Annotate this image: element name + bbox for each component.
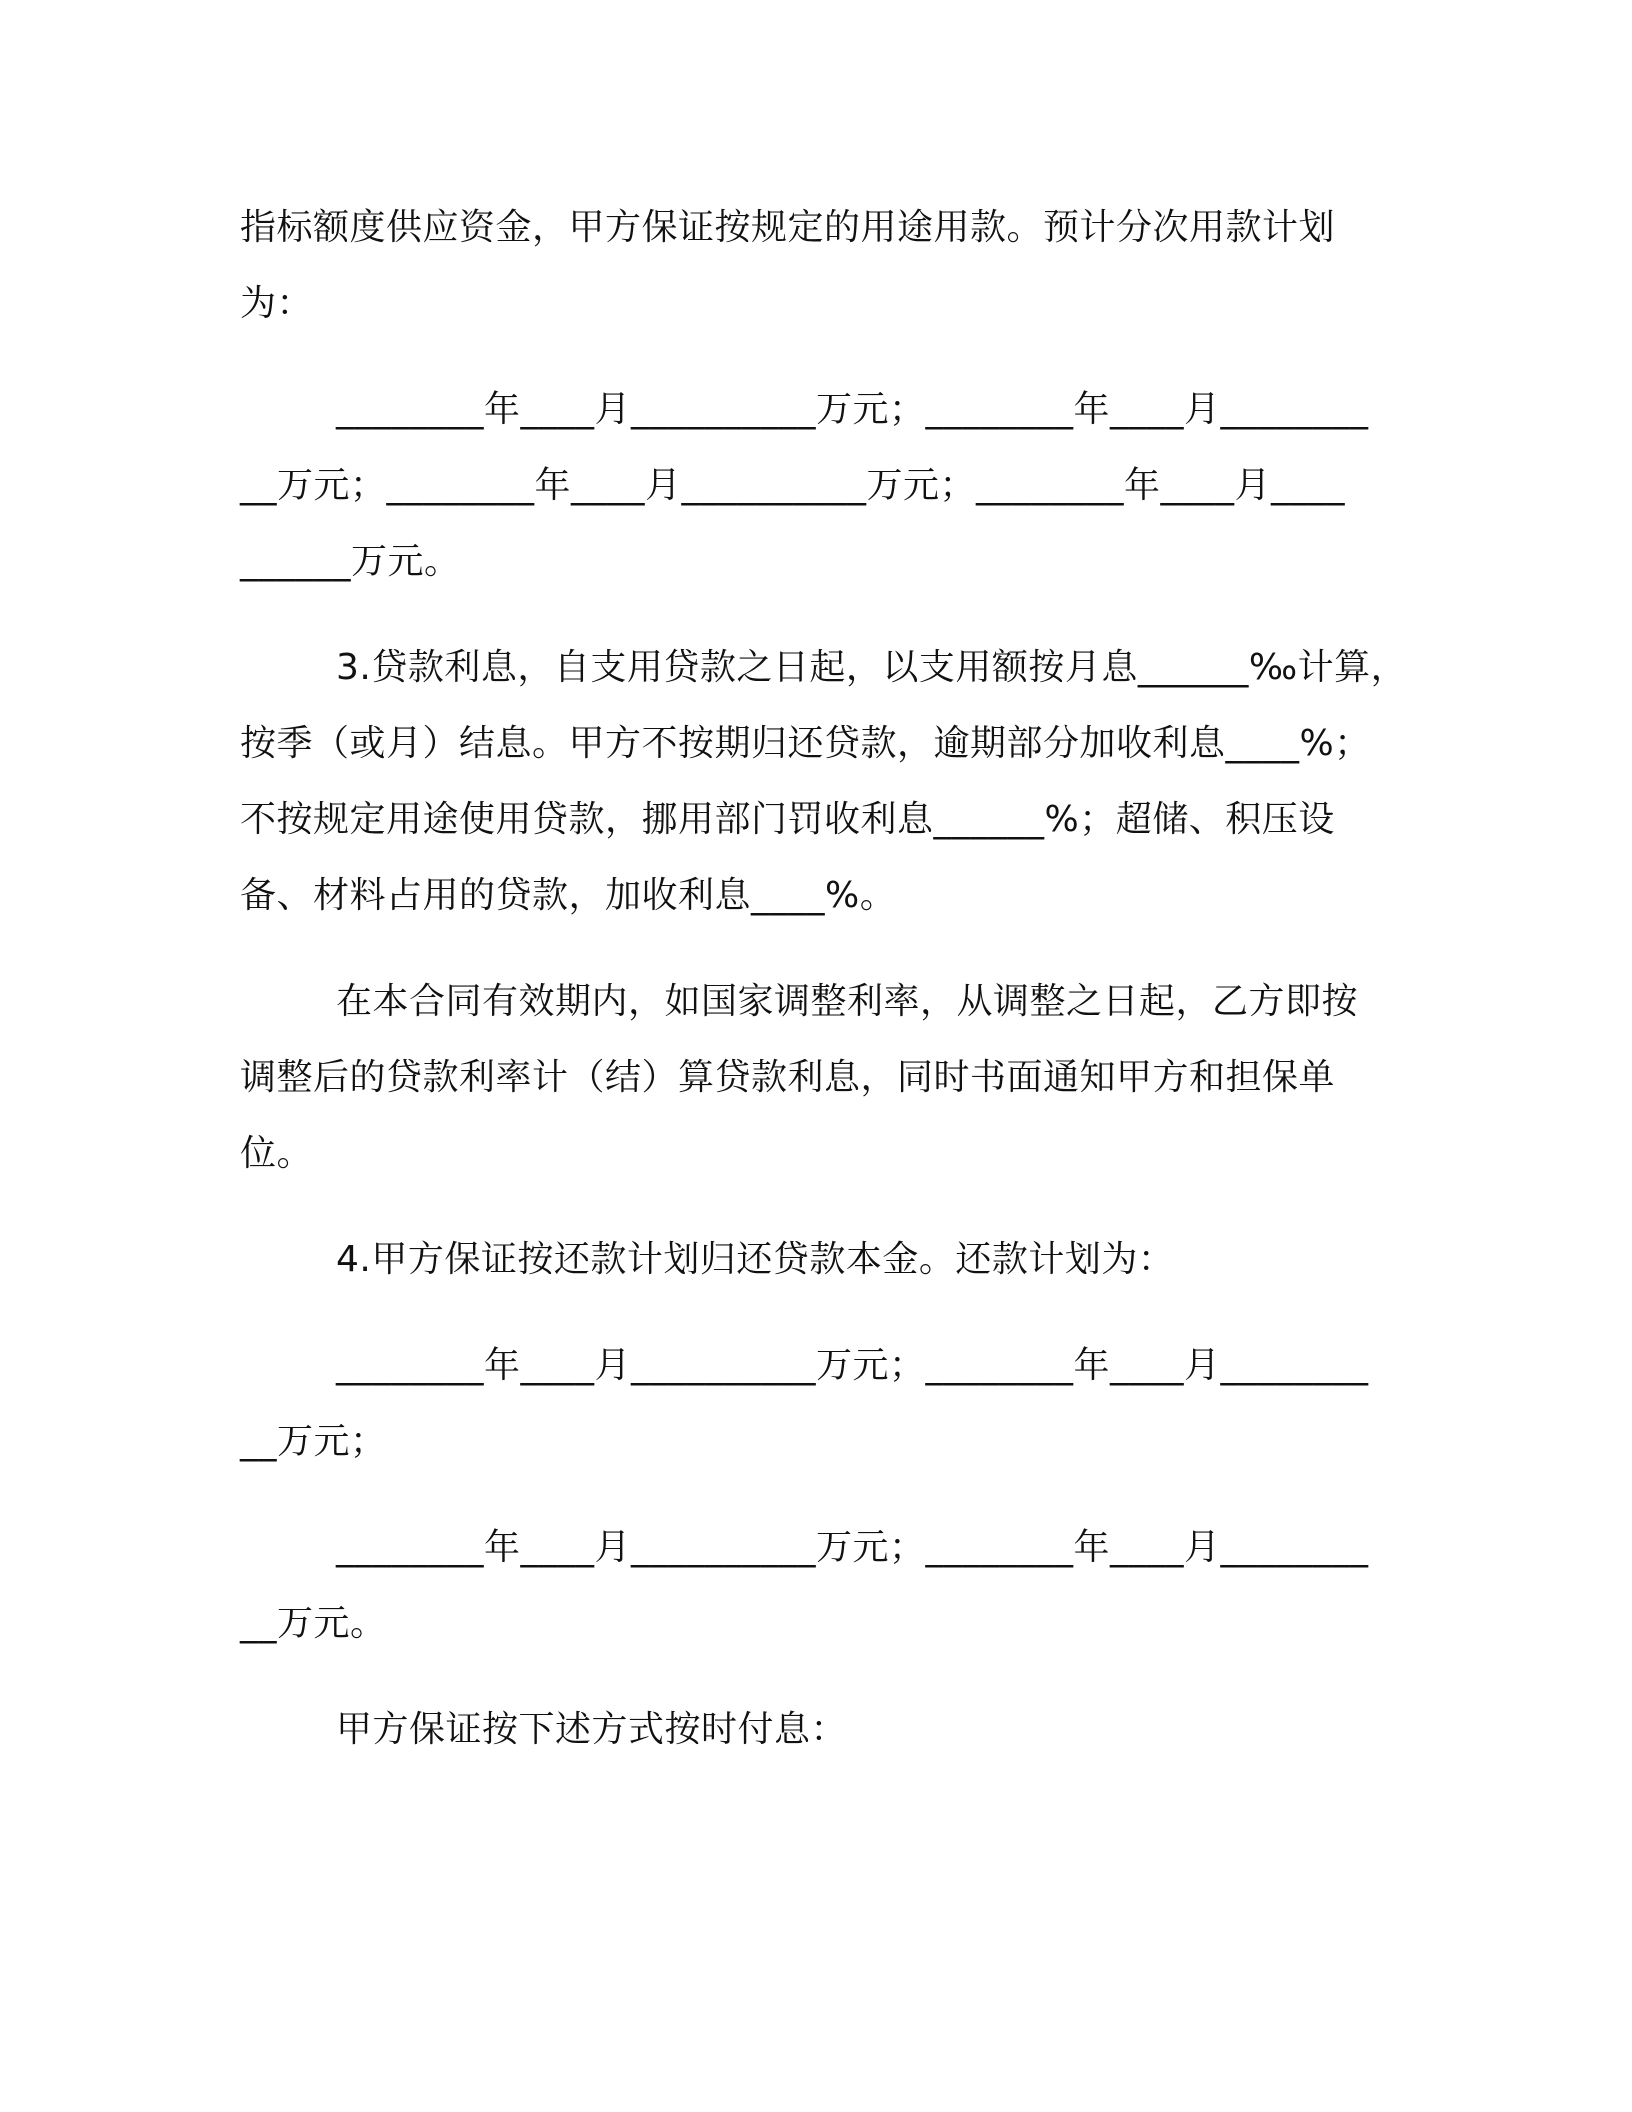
- text-line: ________年____月__________万元；________年____月________: [336, 389, 1369, 430]
- text-line: 不按规定用途使用贷款，挪用部门罚收利息______%；超储、积压设: [240, 799, 1335, 840]
- text-line: 甲方保证按下述方式按时付息：: [336, 1709, 848, 1750]
- text-line: ________年____月__________万元；________年____月________: [336, 1527, 1369, 1568]
- text-line: 指标额度供应资金，甲方保证按规定的用途用款。预计分次用款计划: [240, 207, 1336, 248]
- text-line: ______万元。: [240, 541, 461, 582]
- document-page: [240, 190, 1408, 1768]
- text-line: 3.贷款利息，自支用贷款之日起，以支用额按月息______‰计算，: [336, 647, 1408, 688]
- text-line: 调整后的贷款利率计（结）算贷款利息，同时书面通知甲方和担保单: [240, 1057, 1336, 1098]
- text-line: 备、材料占用的贷款，加收利息____%。: [240, 875, 897, 916]
- text-line: 位。: [240, 1133, 314, 1174]
- text-line: __万元。: [240, 1603, 387, 1644]
- text-line: 4.甲方保证按还款计划归还贷款本金。还款计划为：: [336, 1239, 1175, 1280]
- text-line: 在本合同有效期内，如国家调整利率，从调整之日起，乙方即按: [336, 981, 1359, 1022]
- text-line: __万元；________年____月__________万元；________年____月____: [240, 465, 1346, 506]
- text-line: 按季（或月）结息。甲方不按期归还贷款，逾期部分加收利息____%；: [240, 723, 1371, 764]
- text-line: __万元；: [240, 1421, 387, 1462]
- text-line: ________年____月__________万元；________年____月________: [336, 1345, 1369, 1386]
- text-line: 为：: [240, 283, 314, 324]
